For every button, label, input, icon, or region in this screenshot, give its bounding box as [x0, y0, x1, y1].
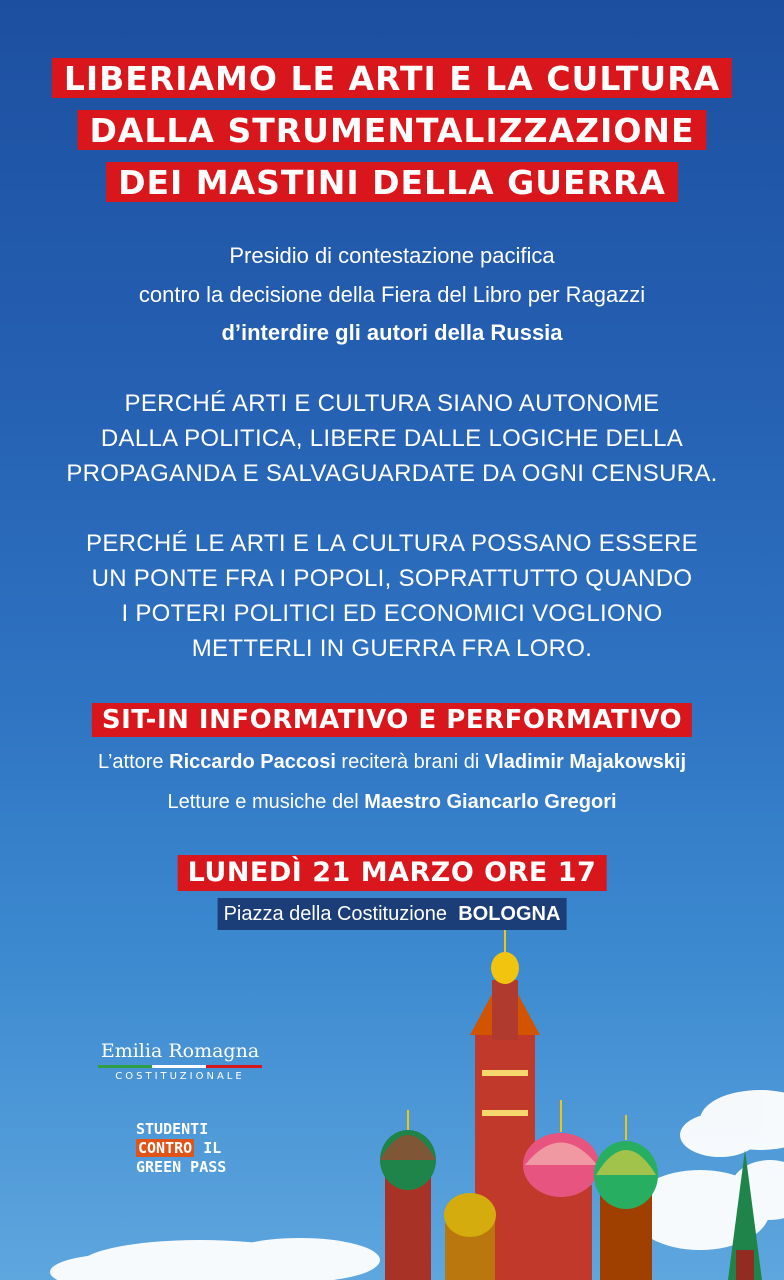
paragraph1-line-3: PROPAGANDA E SALVAGUARDATE DA OGNI CENSURA.	[66, 460, 718, 487]
event-place-name: Piazza della Costituzione	[223, 903, 448, 925]
studenti-line-1: STUDENTI	[136, 1120, 209, 1138]
paragraph2-line-4: METTERLI IN GUERRA FRA LORO.	[191, 635, 593, 662]
headline-line-1: LIBERIAMO LE ARTI E LA CULTURA	[52, 58, 732, 98]
headline-line-3: DEI MASTINI DELLA GUERRA	[106, 162, 678, 202]
intro-line-2: contro la decisione della Fiera del Libro per Ragazzi	[138, 282, 646, 307]
credits-actor-action: reciterà brani di	[335, 751, 485, 773]
intro-line-3: d’interdire gli autori della Russia	[221, 320, 563, 345]
studenti-il: IL	[203, 1139, 222, 1157]
headline-line-2: DALLA STRUMENTALIZZAZIONE	[77, 110, 706, 150]
sitin-title: SIT-IN INFORMATIVO E PERFORMATIVO	[92, 703, 692, 737]
studenti-line-3: GREEN PASS	[136, 1158, 227, 1176]
credits-line-1	[0, 745, 784, 779]
studenti-logo	[136, 1120, 226, 1177]
paragraph2-line-3: I POTERI POLITICI ED ECONOMICI VOGLIONO	[121, 600, 663, 627]
credits-actor-name: Riccardo Paccosi	[169, 751, 336, 773]
credits-poet-name: Vladimir Majakowskij	[484, 751, 687, 773]
paragraph2-line-1: PERCHÉ LE ARTI E LA CULTURA POSSANO ESSERE	[86, 530, 698, 557]
credits-line-2	[0, 785, 784, 819]
emilia-romagna-subtitle: COSTITUZIONALE	[115, 1071, 245, 1082]
st-basil-cathedral-illustration	[0, 920, 784, 1280]
emilia-romagna-name: Emilia Romagna	[100, 1040, 260, 1062]
intro-line-1: Presidio di contestazione pacifica	[229, 243, 555, 268]
credits-actor-prefix: L’attore	[97, 751, 170, 773]
credits-music-prefix: Letture e musiche del	[167, 791, 365, 813]
tricolor-bar	[98, 1065, 262, 1068]
event-city: BOLOGNA	[458, 903, 561, 925]
studenti-contro: CONTRO	[138, 1139, 193, 1157]
paragraph1-line-2: DALLA POLITICA, LIBERE DALLE LOGICHE DELLA	[100, 425, 684, 452]
studenti-line-2	[136, 1139, 226, 1158]
credits-maestro-name: Maestro Giancarlo Gregori	[364, 791, 617, 813]
emilia-romagna-logo	[94, 1040, 266, 1082]
paragraph1-line-1: PERCHÉ ARTI E CULTURA SIANO AUTONOME	[124, 390, 660, 417]
event-date: LUNEDÌ 21 MARZO ORE 17	[178, 855, 607, 891]
paragraph2-line-2: UN PONTE FRA I POPOLI, SOPRATTUTTO QUANDO	[91, 565, 693, 592]
